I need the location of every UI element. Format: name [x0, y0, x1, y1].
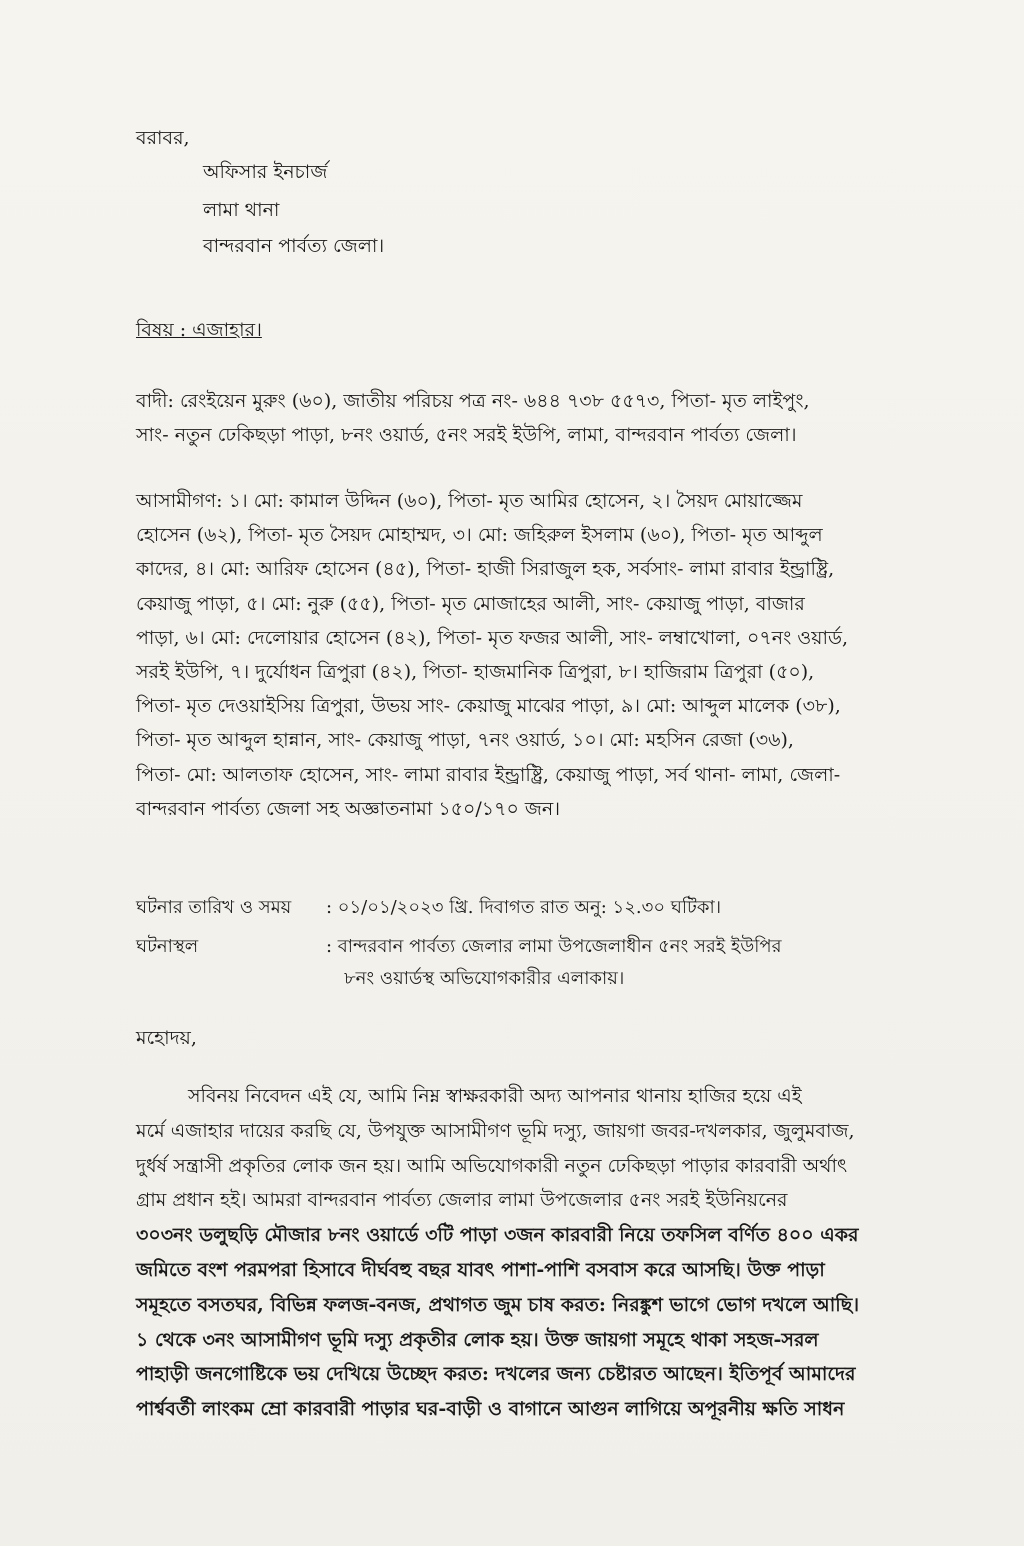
addressee-line-2: লামা থানা: [203, 199, 280, 221]
incident-date-value: : ০১/০১/২০২৩ খ্রি. দিবাগত রাত অনু: ১২.৩০ ঘটিকা।: [326, 897, 722, 918]
incident-date-label: ঘটনার তারিখ ও সময়: [136, 897, 292, 918]
plaintiff-line-2: সাং- নতুন ঢেকিছড়া পাড়া, ৮নং ওয়ার্ড, ৫নং সরই ইউপি, লামা, বান্দরবান পার্বত্য জেলা।: [136, 424, 797, 447]
accused-line-2: হোসেন (৬২), পিতা- মৃত সৈয়দ মোহাম্মদ, ৩। মো: জহিরুল ইসলাম (৬০), পিতা- মৃত আব্দুল: [136, 524, 823, 547]
accused-line-3: কাদের, ৪। মো: আরিফ হোসেন (৪৫), পিতা- হাজী সিরাজুল হক, সর্বসাং- লামা রাবার ইন্ড্রাষ্ট্রি,: [136, 558, 835, 581]
incident-place-label: ঘটনাস্থল: [136, 936, 199, 957]
plaintiff-line-1: বাদী: রেংইয়েন মুরুং (৬০), জাতীয় পরিচয় পত্র নং- ৬৪৪ ৭৩৮ ৫৫৭৩, পিতা- মৃত লাইপুং,: [136, 390, 810, 412]
addressee-line-1: অফিসার ইনচার্জ: [203, 161, 328, 183]
greeting: মহোদয়,: [136, 1027, 197, 1049]
accused-line-7: পিতা- মৃত দেওয়াইসিয় ত্রিপুরা, উভয় সাং- কেয়াজু মাঝের পাড়া, ৯। মো: আব্দুল মালেক (৩৮),: [136, 695, 841, 718]
body-line-4: গ্রাম প্রধান হই। আমরা বান্দরবান পার্বত্য জেলার লামা উপজেলার ৫নং সরই ইউনিয়নের: [136, 1189, 788, 1212]
addressee-line-3: বান্দরবান পার্বত্য জেলা।: [203, 235, 385, 257]
body-line-3: দুর্ধর্ষ সন্ত্রাসী প্রকৃতির লোক জন হয়। আমি অভিযোগকারী নতুন ঢেকিছড়া পাড়ার কারবারী অর্থাৎ: [136, 1154, 848, 1177]
accused-line-4: কেয়াজু পাড়া, ৫। মো: নুরু (৫৫), পিতা- মৃত মোজাহের আলী, সাং- কেয়াজু পাড়া, বাজার: [136, 592, 805, 615]
subject-line: [136, 316, 262, 348]
incident-place-value-1: : বান্দরবান পার্বত্য জেলার লামা উপজেলাধীন ৫নং সরই ইউপির: [326, 936, 782, 957]
accused-line-5: পাড়া, ৬। মো: দেলোয়ার হোসেন (৪২), পিতা- মৃত ফজর আলী, সাং- লম্বাখোলা, ০৭নং ওয়ার্ড,: [136, 626, 849, 649]
body-line-10: পার্শ্ববর্তী লাংকম ম্রো কারবারী পাড়ার ঘর-বাড়ী ও বাগানে আগুন লাগিয়ে অপূরনীয় ক্ষতি সাধন: [136, 1398, 845, 1421]
accused-line-9: পিতা- মো: আলতাফ হোসেন, সাং- লামা রাবার ইন্ড্রাষ্ট্রি, কেয়াজু পাড়া, সর্ব থানা- লামা, জেলা-: [136, 763, 841, 786]
accused-line-6: সরই ইউপি, ৭। দুর্যোধন ত্রিপুরা (৪২), পিতা- হাজমানিক ত্রিপুরা, ৮। হাজিরাম ত্রিপুরা (৫০),: [136, 661, 815, 684]
body-line-1: সবিনয় নিবেদন এই যে, আমি নিম্ন স্বাক্ষরকারী অদ্য আপনার থানায় হাজির হয়ে এই: [188, 1085, 802, 1107]
body-line-9: পাহাড়ী জনগোষ্টিকে ভয় দেখিয়ে উচ্ছেদ করত: দখলের জন্য চেষ্টারত আছেন। ইতিপূর্ব আমাদের: [136, 1363, 856, 1386]
body-line-6: জমিতে বংশ পরমপরা হিসাবে দীর্ঘবহু বছর যাবৎ পাশা-পাশি বসবাস করে আসছি। উক্ত পাড়া: [136, 1258, 825, 1281]
body-paragraph: [136, 1079, 904, 1427]
body-line-5: ৩০৩নং ডলুছড়ি মৌজার ৮নং ওয়ার্ডে ৩টি পাড়া ৩জন কারবারী নিয়ে তফসিল বর্ণিত ৪০০ একর: [136, 1224, 859, 1247]
accused-line-1: আসামীগণ: ১। মো: কামাল উদ্দিন (৬০), পিতা- মৃত আমির হোসেন, ২। সৈয়দ মোয়াজ্জেম: [136, 490, 803, 512]
body-line-7: সমূহতে বসতঘর, বিভিন্ন ফলজ-বনজ, প্রথাগত জুম চাষ করত: নিরঙ্কুশ ভাগে ভোগ দখলে আছি।: [136, 1293, 860, 1316]
accused-line-10: বান্দরবান পার্বত্য জেলা সহ অজ্ঞাতনামা ১৫০/১৭০ জন।: [136, 797, 560, 820]
accused-paragraph: [136, 484, 904, 826]
salutation-to: বরাবর,: [136, 127, 190, 149]
subject-label: বিষয় : এজাহার।: [136, 319, 262, 341]
body-line-8: ১ থেকে ৩নং আসামীগণ ভূমি দস্যু প্রকৃতীর লোক হয়। উক্ত জায়গা সমূহে থাকা সহজ-সরল: [136, 1328, 819, 1351]
plaintiff-paragraph: [136, 384, 904, 452]
accused-line-8: পিতা- মৃত আব্দুল হান্নান, সাং- কেয়াজু পাড়া, ৭নং ওয়ার্ড, ১০। মো: মহসিন রেজা (৩৬),: [136, 729, 794, 752]
incident-place-value-2: ৮নং ওয়ার্ডস্থ অভিযোগকারীর এলাকায়।: [344, 968, 625, 989]
body-line-2: মর্মে এজাহার দায়ের করছি যে, উপযুক্ত আসামীগণ ভূমি দস্যু, জায়গা জবর-দখলকার, জুলুমবাজ,: [136, 1119, 855, 1142]
